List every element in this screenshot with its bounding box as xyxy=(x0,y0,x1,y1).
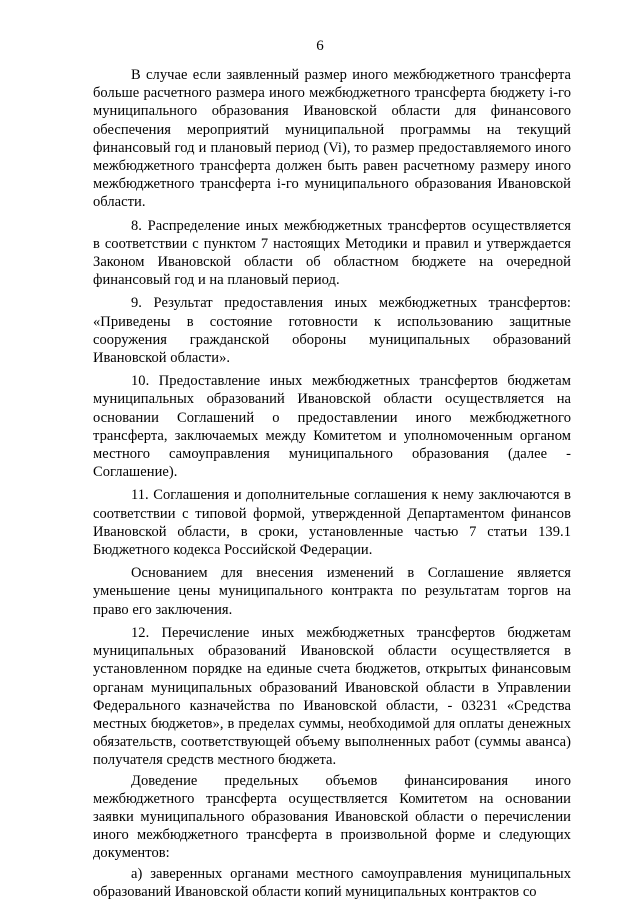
paragraph-12-transfer: 12. Перечисление иных межбюджетных трансфертов бюджетам муниципальных образований Ивановской области осуществляется в установленном порядке на единые счета бюджетов, открытых финансовым органам муниципальных образований Ивановской области в Управлении Федерального казначейства по Ивановской области, - 03231 «Средства местных бюджетов», в пределах суммы, необходимой для оплаты денежных обязательств, соответствующей объему выполненных работ (суммы аванса) получателя средств местного бюджета. xyxy=(93,624,571,769)
page-number: 6 xyxy=(316,38,324,54)
paragraph-9-result: 9. Результат предоставления иных межбюджетных трансфертов: «Приведены в состояние готовности к использованию защитные сооружения гражданской обороны муниципальных образований Ивановской области». xyxy=(93,295,571,367)
paragraph-budget-size: В случае если заявленный размер иного межбюджетного трансферта больше расчетного размера иного межбюджетного трансферта бюджету i-го муниципального образования Ивановской области для финансового обеспечения мероприятий муниципальной программы на текущий финансовый год и плановый период (Vi), то размер предоставляемого иного межбюджетного трансферта должен быть равен расчетному размеру иного межбюджетного трансферта i-го муниципального образования Ивановской области. xyxy=(93,67,571,211)
paragraph-10-agreements: 10. Предоставление иных межбюджетных трансфертов бюджетам муниципальных образований Ивановской области осуществляется на основании Соглашений о предоставлении иного межбюджетного трансферта, заключаемых между Комитетом и уполномоченным органом местного самоуправления муниципального образования (далее - Соглашение). xyxy=(93,373,571,481)
paragraph-amendment-basis: Основанием для внесения изменений в Соглашение является уменьшение цены муниципального контракта по результатам торгов на право его заключения. xyxy=(93,565,571,618)
paragraph-financing-limits: Доведение предельных объемов финансирования иного межбюджетного трансферта осуществляется Комитетом на основании заявки муниципального образования Ивановской области о перечислении иного межбюджетного трансферта в произвольной форме и следующих документов: xyxy=(93,772,571,862)
paragraph-8-distribution: 8. Распределение иных межбюджетных трансфертов осуществляется в соответствии с пунктом 7 настоящих Методики и правил и утверждается Законом Ивановской области об областном бюджете на очередной финансовый год и на плановый период. xyxy=(93,217,571,289)
paragraph-11-standard-form: 11. Соглашения и дополнительные соглашения к нему заключаются в соответствии с типовой формой, утвержденной Департаментом финансов Ивановской области, в сроки, установленные частью 7 статьи 139.1 Бюджетного кодекса Российской Федерации. xyxy=(93,487,571,559)
paragraph-item-a: а) заверенных органами местного самоуправления муниципальных образований Ивановской области копий муниципальных контрактов со xyxy=(93,865,571,900)
document-body xyxy=(93,66,571,906)
